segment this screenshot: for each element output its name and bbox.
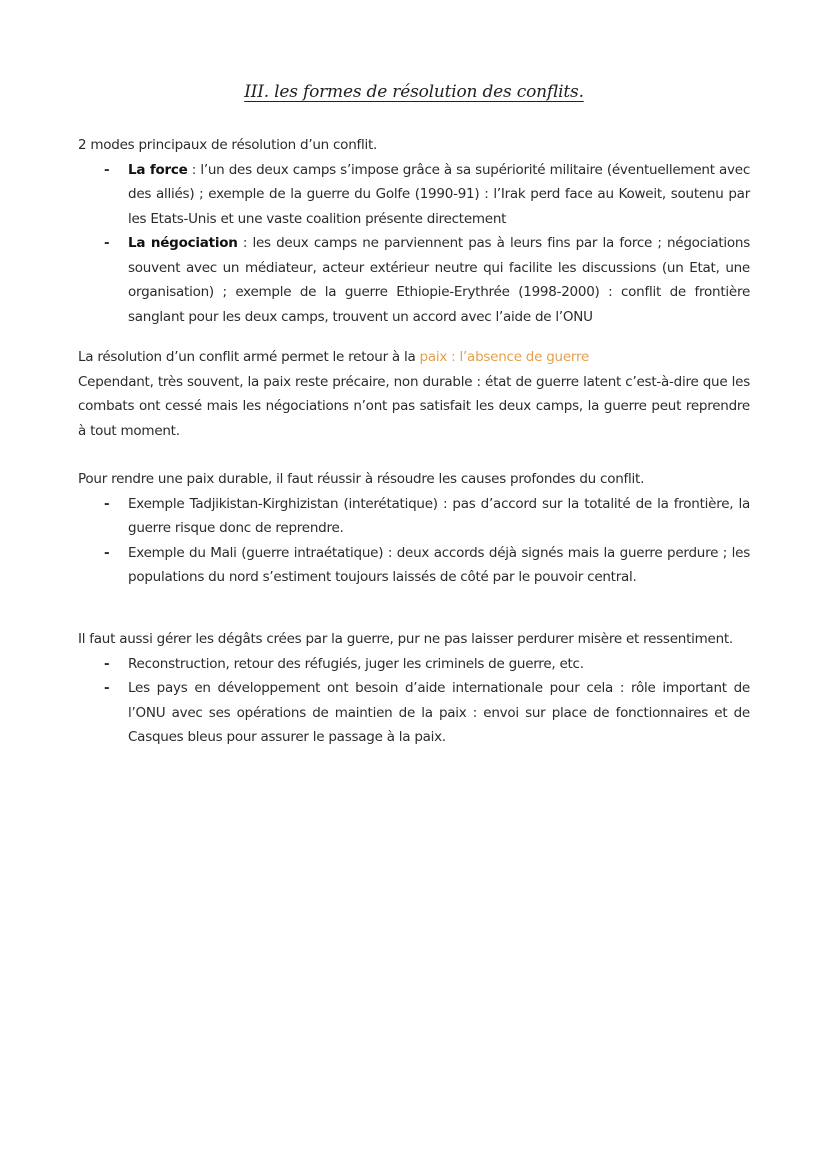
list-item <box>78 492 750 541</box>
bullet-list <box>78 158 750 330</box>
list-item-text: : les deux camps ne parviennent pas à leurs fins par la force ; négociations souvent avec un médiateur, acteur extérieur neutre qui facilite les discussions (un Etat, une organisation) ; exemple de la guerre Ethiopie-Erythrée (1998-2000) : conflit de frontière sanglant pour les deux camps, trouvent un accord avec l’aide de l’ONU <box>128 235 750 325</box>
bullet-list <box>78 492 750 590</box>
page-title <box>0 82 828 102</box>
list-item-text: Les pays en développement ont besoin d’aide internationale pour cela : rôle important de l’ONU avec ses opérations de maintien de la paix : envoi sur place de fonctionnaires et de Casques bleus pour assurer le passage à la paix. <box>128 680 750 745</box>
paragraph <box>78 345 750 370</box>
section-durable-peace <box>78 467 750 590</box>
list-item <box>78 231 750 329</box>
page-title-text: III. les formes de résolution des conflits. <box>244 82 584 102</box>
section-resolution-modes <box>78 133 750 329</box>
list-item-term: La force <box>128 161 188 178</box>
list-item-term: La négociation <box>128 235 238 251</box>
dash-bullet: - <box>104 655 110 672</box>
list-item-text: Reconstruction, retour des réfugiés, juger les criminels de guerre, etc. <box>128 655 584 672</box>
dash-bullet: - <box>104 495 110 512</box>
dash-bullet: - <box>104 235 110 251</box>
paragraph: Cependant, très souvent, la paix reste précaire, non durable : état de guerre latent c’est-à-dire que les combats ont cessé mais les négociations n’ont pas satisfait les deux camps, la guerre peut reprendre à tout moment. <box>78 373 750 439</box>
section-peace-precarious <box>78 345 750 443</box>
list-item-text: Exemple Tadjikistan-Kirghizistan (interétatique) : pas d’accord sur la totalité de la frontière, la guerre risque donc de reprendre. <box>128 495 750 536</box>
list-item <box>78 541 750 590</box>
list-item <box>78 676 750 750</box>
section-intro: 2 modes principaux de résolution d’un conflit. <box>78 137 378 153</box>
dash-bullet: - <box>104 680 110 696</box>
paragraph-text: La résolution d’un conflit armé permet le retour à la <box>78 349 420 365</box>
dash-bullet: - <box>104 544 110 561</box>
section-intro: Il faut aussi gérer les dégâts crées par la guerre, pur ne pas laisser perdurer misère et ressentiment. <box>78 631 733 647</box>
section-intro: Pour rendre une paix durable, il faut réussir à résoudre les causes profondes du conflit. <box>78 471 645 487</box>
list-item <box>78 158 750 232</box>
list-item-text: Exemple du Mali (guerre intraétatique) : deux accords déjà signés mais la guerre perdure ; les populations du nord s’estiment toujours laissés de côté par le pouvoir central. <box>128 544 750 585</box>
list-item <box>78 652 750 677</box>
highlighted-definition: paix : l’absence de guerre <box>419 349 590 365</box>
list-item-text: : l’un des deux camps s’impose grâce à sa supériorité militaire (éventuellement avec des alliés) ; exemple de la guerre du Golfe (1990-91) : l’Irak perd face au Koweit, soutenu par les Etats-Unis et une vaste coalition présente directement <box>128 161 750 227</box>
dash-bullet: - <box>104 161 110 178</box>
section-war-damage <box>78 627 750 750</box>
bullet-list <box>78 652 750 750</box>
